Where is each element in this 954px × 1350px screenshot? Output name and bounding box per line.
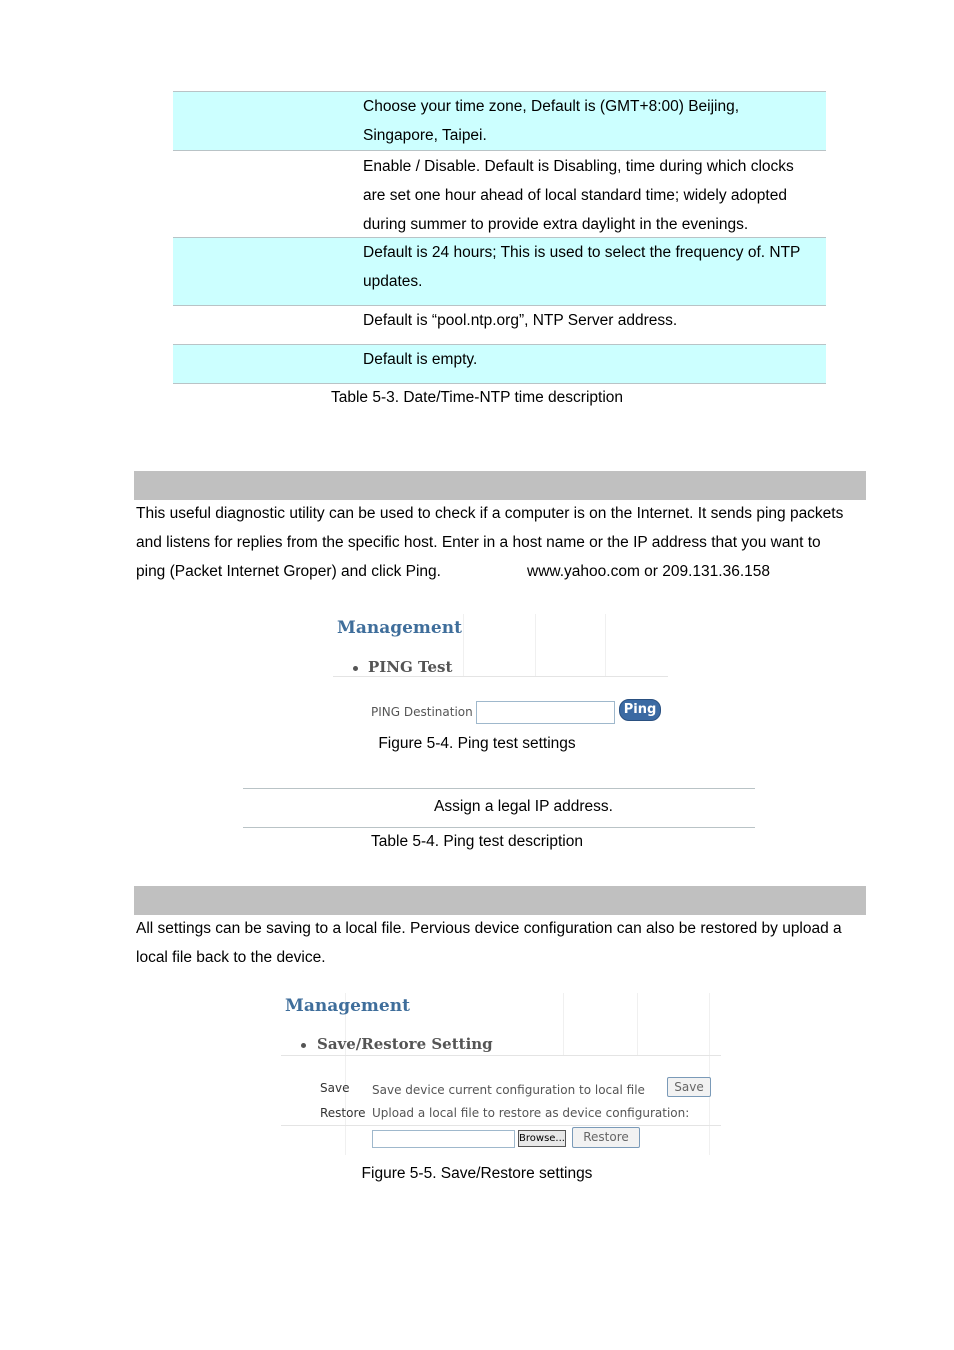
restore-file-input[interactable] — [372, 1130, 515, 1148]
table-row — [173, 237, 826, 305]
ping-button[interactable]: Ping — [619, 699, 661, 721]
table-caption: Table 5-3. Date/Time-NTP time description — [330, 389, 624, 406]
divider — [281, 1055, 721, 1056]
section-header-bar — [134, 886, 866, 915]
restore-button[interactable]: Restore — [572, 1127, 640, 1148]
row-description — [363, 92, 826, 150]
row-description — [363, 306, 826, 335]
grid-line — [463, 614, 464, 676]
ping-table-description: Assign a legal IP address. — [434, 798, 613, 815]
save-paragraph — [136, 914, 871, 972]
browse-button[interactable]: Browse... — [518, 1130, 566, 1147]
table-row — [173, 344, 826, 383]
desc-line: are set one hour ahead of local standard time; widely adopted — [363, 187, 787, 204]
para-line: All settings can be saving to a local file. Pervious device configuration can also be restored by upload a — [136, 920, 842, 937]
ping-destination-input[interactable] — [476, 701, 615, 724]
save-restore-panel — [281, 993, 721, 1155]
desc-line: Default is 24 hours; This is used to select the frequency of. NTP — [363, 244, 801, 261]
divider — [281, 1125, 721, 1126]
ping-test-panel — [333, 614, 668, 734]
grid-line — [535, 614, 536, 676]
panel-title: Management — [285, 996, 410, 1016]
desc-line: Singapore, Taipei. — [363, 127, 487, 144]
panel-title: Management — [337, 618, 462, 638]
table-row — [173, 150, 826, 237]
figure-caption: Figure 5-4. Ping test settings — [378, 735, 576, 752]
grid-line — [345, 993, 346, 1155]
save-label: Save — [320, 1081, 350, 1095]
bullet-icon — [353, 666, 358, 671]
desc-line: updates. — [363, 273, 423, 290]
ping-paragraph — [136, 499, 871, 586]
restore-description: Upload a local file to restore as device configuration: — [372, 1106, 690, 1120]
desc-line: Default is empty. — [363, 351, 478, 368]
row-description — [363, 345, 826, 374]
para-line: and listens for replies from the specific host. Enter in a host name or the IP address that you want to — [136, 534, 821, 551]
table-row — [173, 305, 826, 344]
row-description — [363, 152, 826, 239]
table-bottom-border — [173, 383, 826, 384]
para-line — [136, 557, 871, 586]
divider — [333, 676, 668, 677]
panel-subtitle: Save/Restore Setting — [317, 1035, 493, 1053]
grid-line — [709, 993, 710, 1155]
ping-destination-label: PING Destination — [371, 705, 473, 719]
grid-line — [605, 614, 606, 676]
table-row — [173, 91, 826, 150]
panel-subtitle: PING Test — [368, 658, 453, 676]
example-host: www.yahoo.com or 209.131.36.158 — [527, 563, 770, 580]
desc-line: during summer to provide extra daylight in the evenings. — [363, 216, 749, 233]
save-description: Save device current configuration to local file — [372, 1083, 645, 1097]
table-top-border — [243, 788, 755, 789]
desc-line: Default is “pool.ntp.org”, NTP Server address. — [363, 312, 678, 329]
table-bottom-border — [243, 827, 755, 828]
save-button[interactable]: Save — [667, 1077, 711, 1097]
desc-line: Enable / Disable. Default is Disabling, time during which clocks — [363, 158, 794, 175]
para-line: This useful diagnostic utility can be used to check if a computer is on the Internet. It sends ping packets — [136, 505, 844, 522]
bullet-icon — [301, 1043, 306, 1048]
section-header-bar — [134, 471, 866, 500]
para-text: ping (Packet Internet Groper) and click Ping. — [136, 563, 441, 580]
grid-line — [563, 993, 564, 1055]
row-description — [363, 238, 826, 296]
figure-caption: Figure 5-5. Save/Restore settings — [361, 1165, 593, 1182]
desc-line: Choose your time zone, Default is (GMT+8:00) Beijing, — [363, 98, 740, 115]
grid-line — [637, 993, 638, 1055]
para-line: local file back to the device. — [136, 949, 326, 966]
date-time-ntp-table — [173, 91, 826, 384]
table-caption: Table 5-4. Ping test description — [371, 833, 583, 850]
restore-label: Restore — [320, 1106, 366, 1120]
